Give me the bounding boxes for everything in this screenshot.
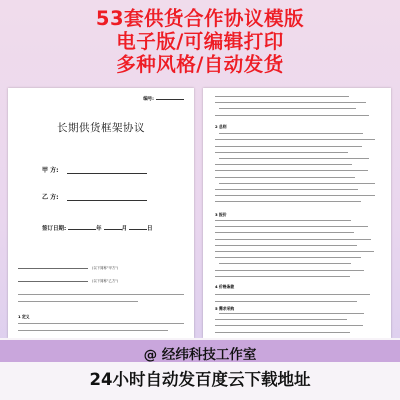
- party-a-note: (以下简称"甲方"): [92, 266, 119, 270]
- body-text-line: [215, 201, 361, 202]
- body-text-line: [215, 294, 370, 295]
- party-b-line: [18, 281, 88, 282]
- document-title: 长期供货框架协议: [57, 122, 145, 134]
- section-heading: 4 价格条款: [215, 284, 235, 289]
- body-text-line: [215, 239, 371, 240]
- body-text-line: [215, 325, 363, 326]
- body-text-line: [215, 139, 375, 140]
- body-text-line: [215, 251, 374, 252]
- body-text-line: [215, 170, 368, 171]
- body-text-line: [215, 301, 357, 302]
- body-text-line: [215, 189, 358, 190]
- body-text-line: [215, 270, 364, 271]
- banner-line-1: 53套供货合作协议模版: [95, 7, 305, 30]
- banner-line-2: 电子版/可编辑打印: [116, 30, 284, 53]
- body-text-line: [215, 319, 347, 320]
- body-text-line: [215, 96, 349, 97]
- body-text-line: [219, 263, 351, 264]
- party-a-line: [18, 268, 88, 269]
- promo-banner: [0, 0, 400, 86]
- body-text-line: [215, 146, 362, 147]
- body-text-line: [215, 115, 369, 116]
- body-text-line: [219, 183, 375, 184]
- section-heading: 3 报价: [215, 212, 227, 217]
- section-heading: 5 需求采购: [215, 306, 235, 311]
- body-text-line: [215, 220, 351, 221]
- body-text-line: [18, 323, 184, 324]
- body-text-line: [18, 294, 184, 295]
- cover-page: [8, 88, 194, 338]
- sign-date-field: 签订日期: 年 月 日: [42, 226, 153, 232]
- body-text-line: [215, 232, 354, 233]
- party-b-field: 乙 方:: [42, 192, 147, 201]
- body-text-line: [215, 276, 350, 277]
- section-heading: 1 定义: [18, 314, 30, 319]
- body-text-line: [215, 164, 352, 165]
- body-text-line: [215, 332, 350, 333]
- banner-line-3: 多种风格/自动发货: [116, 53, 284, 76]
- body-text-line: [215, 257, 361, 258]
- body-text-line: [219, 108, 356, 109]
- body-text-line: [215, 102, 366, 103]
- body-text-line: [215, 195, 375, 196]
- tagline: 24小时自动发百度云下载地址: [89, 370, 311, 389]
- section-heading: 2 总则: [215, 124, 227, 129]
- brand-name: @ 经纬科技工作室: [143, 347, 257, 363]
- body-text-line: [219, 133, 363, 134]
- party-b-note: (以下简称"乙方"): [92, 279, 119, 283]
- body-text-line: [215, 152, 348, 153]
- brand-bar: [0, 340, 400, 362]
- body-text-line: [219, 313, 364, 314]
- body-text-line: [215, 177, 355, 178]
- body-text-line: [215, 226, 368, 227]
- body-text-line: [219, 158, 369, 159]
- party-a-field: 甲 方:: [42, 165, 147, 174]
- body-text-line: [215, 245, 357, 246]
- body-text-line: [18, 330, 168, 331]
- body-text-line: [18, 301, 138, 302]
- serial-number: 编号:: [143, 96, 184, 102]
- contract-body-page: [203, 88, 391, 338]
